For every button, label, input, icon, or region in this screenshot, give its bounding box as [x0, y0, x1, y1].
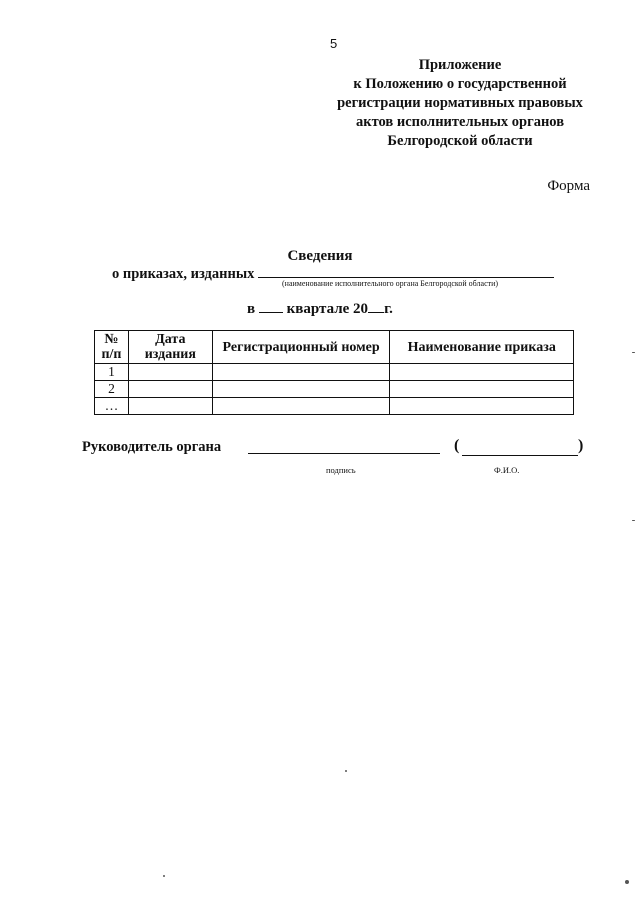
quarter-blank [259, 300, 283, 313]
scan-speck [163, 875, 165, 877]
table-row [95, 364, 574, 381]
scan-speck [345, 770, 347, 772]
col-number-header: № п/п [95, 331, 129, 364]
appendix-line: актов исполнительных органов [355, 114, 565, 130]
signature-caption: подпись [326, 465, 356, 475]
fio-open-paren: ( [454, 437, 460, 454]
year-suffix: г. [384, 301, 393, 317]
col-date-header: Дата издания [128, 331, 212, 364]
scan-speck [625, 880, 629, 884]
table-header-row [95, 331, 574, 364]
cell-order-name [390, 364, 574, 381]
scan-speck [632, 520, 635, 521]
appendix-line: Приложение [418, 57, 502, 73]
cell-order-name [390, 398, 574, 415]
fio-close-paren: ) [578, 437, 584, 454]
orders-prefix: о приказах, изданных [112, 266, 255, 282]
document-title: Сведения [287, 248, 353, 264]
appendix-block [320, 56, 600, 151]
head-of-body-label: Руководитель органа [82, 439, 222, 455]
cell-reg-number [212, 364, 390, 381]
scan-speck [632, 352, 635, 353]
appendix-line: Белгородской области [387, 133, 533, 149]
row-number: 2 [95, 381, 129, 398]
fio-caption: Ф.И.О. [494, 465, 520, 475]
quarter-prefix: в [247, 301, 256, 317]
cell-date [128, 381, 212, 398]
cell-date [128, 364, 212, 381]
row-number: 1 [95, 364, 129, 381]
org-name-blank [258, 263, 554, 278]
cell-reg-number [212, 398, 390, 415]
org-name-hint: (наименование исполнительного органа Белгородской области) [282, 279, 499, 288]
col-reg-number-header: Регистрационный номер [212, 331, 390, 364]
table-row [95, 398, 574, 415]
table-row [95, 381, 574, 398]
page-number: 5 [330, 36, 338, 51]
cell-date [128, 398, 212, 415]
orders-table [94, 330, 574, 415]
fio-line [462, 455, 578, 456]
appendix-line: к Положению о государственной [353, 76, 567, 92]
quarter-line [0, 300, 640, 318]
quarter-middle: квартале 20 [286, 301, 369, 317]
signature-line [248, 453, 440, 454]
row-number: … [95, 398, 129, 415]
appendix-line: регистрации нормативных правовых [337, 95, 583, 111]
form-label: Форма [547, 178, 590, 194]
cell-order-name [390, 381, 574, 398]
col-order-name-header: Наименование приказа [390, 331, 574, 364]
year-blank [368, 300, 384, 313]
cell-reg-number [212, 381, 390, 398]
